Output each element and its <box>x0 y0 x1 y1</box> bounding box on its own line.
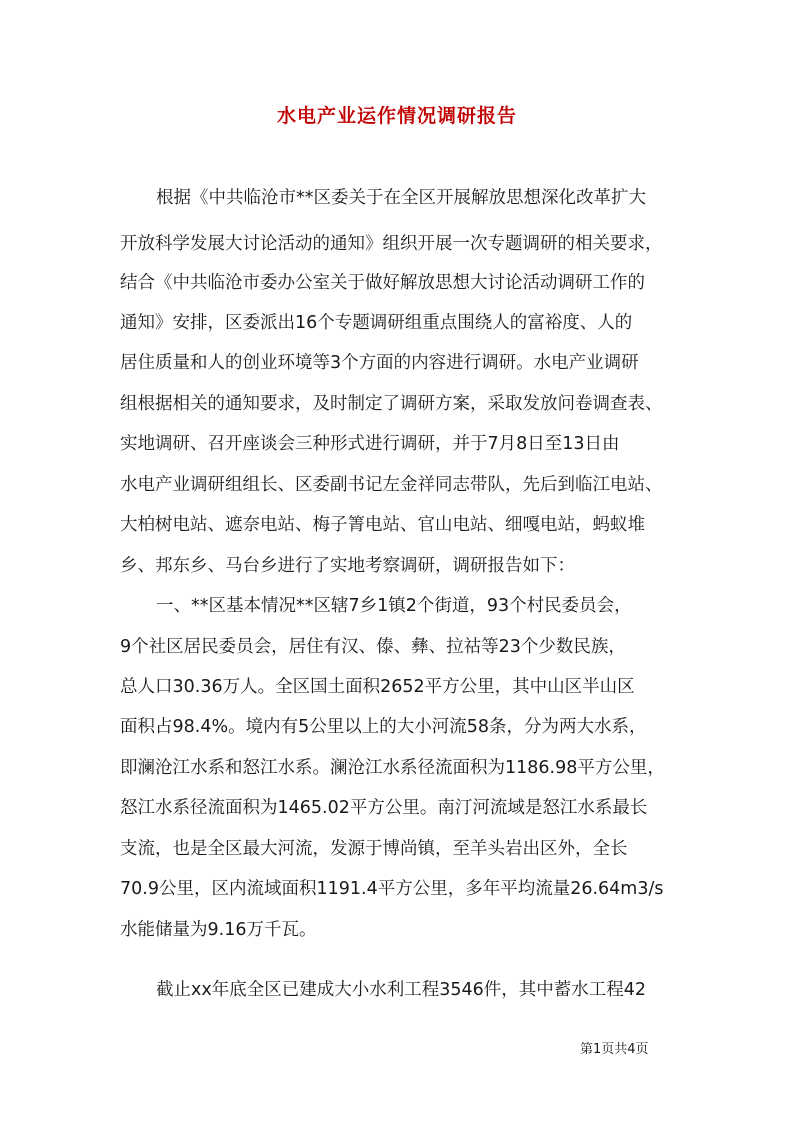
paragraph-line: 开放科学发展大讨论活动的通知》组织开展一次专题调研的相关要求， <box>120 234 663 254</box>
paragraph-line: 根据《中共临沧市**区委关于在全区开展解放思想深化改革扩大 <box>156 188 646 208</box>
paragraph-line: 乡、邦东乡、马台乡进行了实地考察调研，调研报告如下： <box>120 556 575 576</box>
paragraph-line: 通知》安排，区委派出16个专题调研组重点围绕人的富裕度、人的 <box>120 313 633 333</box>
paragraph-line: 总人口30.36万人。全区国土面积2652平方公里，其中山区半山区 <box>120 677 635 697</box>
paragraph-line: 水能储量为9.16万千瓦。 <box>120 920 317 940</box>
paragraph-line: 即澜沧江水系和怒江水系。澜沧江水系径流面积为1186.98平方公里， <box>120 758 665 778</box>
paragraph-line: 大柏树电站、遮奈电站、梅子箐电站、官山电站、细嘎电站，蚂蚁堆 <box>120 515 645 535</box>
paragraph-line: 9个社区居民委员会，居住有汉、傣、彝、拉祜等23个少数民族， <box>120 637 626 657</box>
paragraph-line: 怒江水系径流面积为1465.02平方公里。南汀河流域是怒江水系最长 <box>120 798 648 818</box>
paragraph-line: 截止xx年底全区已建成大小水利工程3546件，其中蓄水工程42 <box>156 980 647 1000</box>
paragraph-line: 支流，也是全区最大河流，发源于博尚镇，至羊头岩出区外，全长 <box>120 839 628 859</box>
paragraph-line: 组根据相关的通知要求，及时制定了调研方案，采取发放问卷调查表、 <box>120 394 663 414</box>
paragraph-line: 70.9公里，区内流域面积1191.4平方公里，多年平均流量26.64m3/s <box>120 879 664 899</box>
document-title: 水电产业运作情况调研报告 <box>276 105 517 127</box>
paragraph-line: 面积占98.4%。境内有5公里以上的大小河流58条，分为两大水系， <box>120 717 647 737</box>
paragraph-line: 水电产业调研组组长、区委副书记左金祥同志带队，先后到临江电站、 <box>120 475 663 495</box>
paragraph-line: 居住质量和人的创业环境等3个方面的内容进行调研。水电产业调研 <box>120 353 639 373</box>
page-number-footer: 第1页共4页 <box>580 1042 649 1057</box>
paragraph-line: 结合《中共临沧市委办公室关于做好解放思想大讨论活动调研工作的 <box>120 273 645 293</box>
paragraph-line: 一、**区基本情况**区辖7乡1镇2个街道，93个村民委员会， <box>156 596 632 616</box>
paragraph-line: 实地调研、召开座谈会三种形式进行调研，并于7月8日至13日由 <box>120 434 620 454</box>
